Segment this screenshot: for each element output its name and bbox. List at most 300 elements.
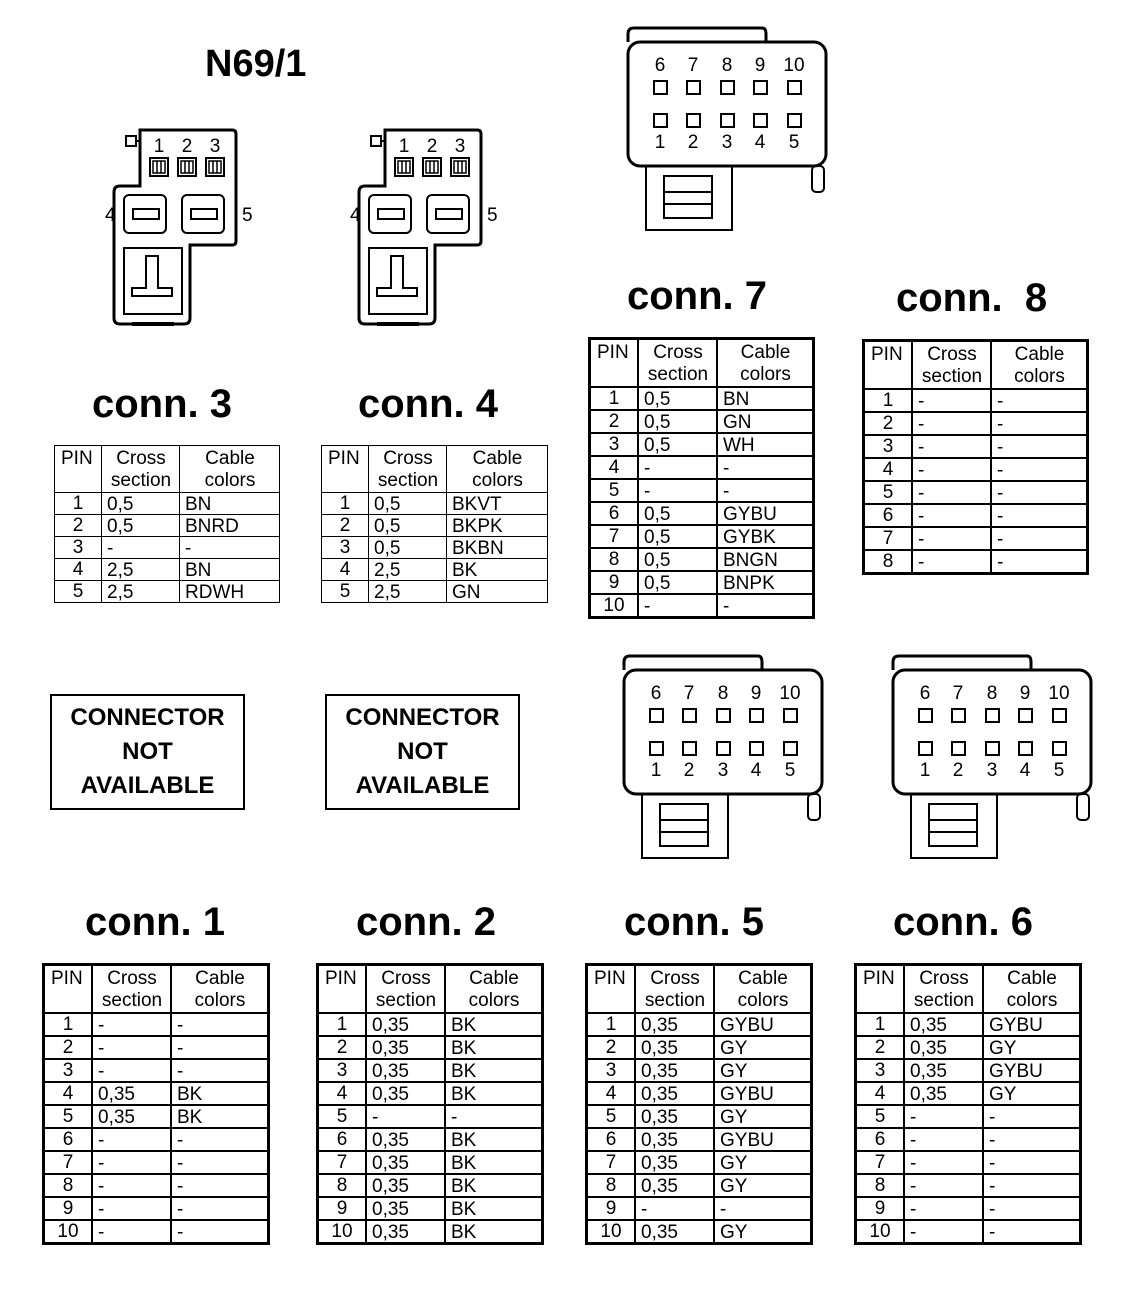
cable-color: - — [714, 1197, 812, 1220]
header-line: Cross — [116, 448, 166, 469]
pin-number: 3 — [318, 1059, 367, 1082]
pin-number: 4 — [318, 1082, 367, 1105]
pin-label-top: 9 — [754, 55, 766, 76]
cross-section: 0,35 — [366, 1059, 445, 1082]
cable-color: GYBU — [714, 1128, 812, 1151]
cross-section: - — [912, 435, 991, 458]
latch-tab — [371, 136, 381, 146]
cross-section-header — [92, 965, 171, 1014]
pin-label-top: 6 — [919, 683, 931, 704]
table-header-row — [856, 965, 1081, 1014]
table-header-row — [590, 339, 814, 388]
pin-terminal-top — [654, 81, 667, 94]
table-row — [590, 571, 814, 594]
latch-tab — [126, 136, 136, 146]
pin-number: 7 — [44, 1151, 93, 1174]
cross-section: 0,35 — [366, 1036, 445, 1059]
header-line: colors — [472, 470, 523, 491]
pin-number: 2 — [590, 410, 639, 433]
pin-label-top: 6 — [654, 55, 666, 76]
pin-number: 6 — [587, 1128, 636, 1151]
cross-section: - — [92, 1220, 171, 1244]
cable-color: - — [991, 389, 1088, 412]
cross-section: 0,35 — [635, 1174, 714, 1197]
pin-number: 9 — [318, 1197, 367, 1220]
pin-label-top: 7 — [952, 683, 964, 704]
connector-5pin-drawing-2 — [347, 128, 507, 333]
pin-number: 8 — [864, 550, 913, 574]
cable-color: - — [991, 458, 1088, 481]
header-line: Cross — [381, 968, 431, 989]
pin-label-top: 8 — [721, 55, 733, 76]
header-line: Cross — [653, 342, 703, 363]
cable-color: - — [171, 1174, 269, 1197]
pin-terminal-top — [754, 81, 767, 94]
table-row — [44, 1128, 269, 1151]
pin-header: PIN — [864, 341, 913, 390]
cable-color: BK — [445, 1082, 543, 1105]
cable-color: BK — [445, 1128, 543, 1151]
cable-color: GN — [717, 410, 814, 433]
pin-number: 2 — [587, 1036, 636, 1059]
pin-number: 9 — [587, 1197, 636, 1220]
cross-section: 0,35 — [904, 1082, 983, 1105]
pin-number: 5 — [856, 1105, 905, 1128]
pin-terminal-top — [721, 81, 734, 94]
pin-number: 6 — [590, 502, 639, 525]
table-row — [856, 1105, 1081, 1128]
cross-section: 0,35 — [635, 1105, 714, 1128]
cable-color: RDWH — [180, 581, 280, 603]
pin-terminal-inner — [153, 161, 165, 173]
pin-number: 1 — [590, 387, 639, 410]
cable-color: BK — [445, 1013, 543, 1036]
cross-section: 0,35 — [366, 1128, 445, 1151]
pin-number: 3 — [864, 435, 913, 458]
cross-section: - — [912, 527, 991, 550]
cable-color: BKPK — [447, 515, 548, 537]
pin-number: 10 — [590, 594, 639, 618]
pin-label-bottom: 4 — [1019, 760, 1031, 781]
cable-color: - — [991, 481, 1088, 504]
pin-terminal-top — [1019, 709, 1032, 722]
table-row — [590, 387, 814, 410]
table-row — [55, 493, 280, 515]
pin-number: 4 — [864, 458, 913, 481]
pin-number: 3 — [44, 1059, 93, 1082]
cable-colors-header — [445, 965, 543, 1014]
pin-number: 1 — [318, 1013, 367, 1036]
table-row — [864, 435, 1088, 458]
cable-color: BN — [180, 493, 280, 515]
cable-color: GY — [714, 1151, 812, 1174]
table-row — [587, 1151, 812, 1174]
connector-10pin-drawing-conn7 — [626, 26, 836, 236]
table-row — [587, 1036, 812, 1059]
table-row — [856, 1197, 1081, 1220]
connector-hood — [893, 656, 1031, 670]
cross-section: - — [638, 594, 717, 618]
pin-terminal-top — [750, 709, 763, 722]
header-line: colors — [194, 990, 246, 1011]
pin-number: 9 — [44, 1197, 93, 1220]
cable-color: - — [991, 504, 1088, 527]
table-row — [322, 493, 548, 515]
cross-section: - — [102, 537, 180, 559]
cross-section: 0,35 — [904, 1036, 983, 1059]
table-row — [55, 515, 280, 537]
cable-color: BN — [180, 559, 280, 581]
na-line-3: AVAILABLE — [355, 772, 490, 799]
cable-color: - — [983, 1197, 1081, 1220]
pin-label-top: 7 — [683, 683, 695, 704]
cross-section: - — [904, 1151, 983, 1174]
header-line: section — [913, 990, 975, 1011]
table-row — [856, 1036, 1081, 1059]
cable-color: GYBU — [983, 1013, 1081, 1036]
connector-not-available-box-1 — [50, 694, 245, 810]
table-row — [856, 1174, 1081, 1197]
table-row — [44, 1036, 269, 1059]
cable-color: BNGN — [717, 548, 814, 571]
pin-number: 6 — [864, 504, 913, 527]
lock-slot — [369, 248, 427, 314]
header-line: section — [921, 366, 983, 387]
pin-terminal-top — [687, 81, 700, 94]
cable-color: GY — [983, 1082, 1081, 1105]
header-line: section — [644, 990, 706, 1011]
cable-color: - — [983, 1105, 1081, 1128]
pin-terminal-bottom — [683, 742, 696, 755]
conn2-label: conn. 2 — [356, 900, 497, 944]
conn4-pin-table — [321, 445, 548, 603]
table-row — [590, 433, 814, 456]
pin-terminal-bottom — [952, 742, 965, 755]
pin-header: PIN — [590, 339, 639, 388]
pin-number: 7 — [864, 527, 913, 550]
pin-number: 4 — [322, 559, 369, 581]
pin-number: 9 — [856, 1197, 905, 1220]
pin-label-bottom: 1 — [919, 760, 931, 781]
table-row — [318, 1128, 543, 1151]
pin-terminal-bottom — [784, 742, 797, 755]
pin-terminal-top — [788, 81, 801, 94]
cross-section-header — [912, 341, 991, 390]
cross-section: 0,35 — [366, 1174, 445, 1197]
pin-terminal-bottom — [1019, 742, 1032, 755]
table-row — [590, 548, 814, 571]
pin-number: 5 — [44, 1105, 93, 1128]
na-line-2: NOT — [397, 738, 448, 765]
cable-color: - — [983, 1151, 1081, 1174]
cross-section: 0,35 — [635, 1082, 714, 1105]
table-row — [864, 527, 1088, 550]
pin-number: 7 — [318, 1151, 367, 1174]
pin-label-1: 1 — [153, 136, 165, 157]
pin-terminal-bottom — [650, 742, 663, 755]
cable-color: GY — [714, 1059, 812, 1082]
conn3-label: conn. 3 — [92, 382, 233, 426]
pin-number: 5 — [322, 581, 369, 603]
cable-color: BK — [445, 1220, 543, 1244]
cable-color: - — [180, 537, 280, 559]
cross-section: 2,5 — [102, 581, 180, 603]
header-line: Cable — [740, 342, 791, 363]
pin-label-bottom: 2 — [687, 132, 699, 153]
header-line: section — [375, 990, 437, 1011]
table-row — [864, 458, 1088, 481]
cross-section: - — [912, 412, 991, 435]
connector-hood — [628, 28, 766, 42]
cable-color: - — [991, 435, 1088, 458]
table-row — [44, 1151, 269, 1174]
table-row — [864, 481, 1088, 504]
table-row — [318, 1151, 543, 1174]
connector-5pin-drawing-1 — [102, 128, 262, 333]
page-title: N69/1 — [205, 43, 307, 85]
pin-terminal-top — [717, 709, 730, 722]
pin-label-bottom: 5 — [784, 760, 796, 781]
pin-number: 3 — [55, 537, 102, 559]
table-row — [856, 1082, 1081, 1105]
table-row — [856, 1128, 1081, 1151]
conn5-label: conn. 5 — [624, 900, 765, 944]
cross-section: 0,35 — [904, 1059, 983, 1082]
table-row — [590, 479, 814, 502]
blade-slot — [378, 209, 404, 219]
pin-label-3: 3 — [454, 136, 466, 157]
conn7-pin-table — [588, 337, 815, 619]
table-header-row — [55, 446, 280, 493]
header-line: colors — [1006, 990, 1058, 1011]
cable-color: - — [171, 1013, 269, 1036]
pin-number: 2 — [856, 1036, 905, 1059]
pin-terminal-top — [1053, 709, 1066, 722]
cross-section: 0,5 — [638, 548, 717, 571]
pin-header: PIN — [318, 965, 367, 1014]
pin-terminal-bottom — [750, 742, 763, 755]
pin-terminal-bottom — [721, 114, 734, 127]
table-row — [44, 1174, 269, 1197]
cross-section: - — [912, 458, 991, 481]
pin-number: 4 — [44, 1082, 93, 1105]
table-header-row — [322, 446, 548, 493]
pin-label-bottom: 4 — [750, 760, 762, 781]
cross-section: 0,5 — [369, 493, 447, 515]
cable-color: BK — [171, 1105, 269, 1128]
pin-number: 4 — [55, 559, 102, 581]
pin-number: 7 — [587, 1151, 636, 1174]
table-header-row — [44, 965, 269, 1014]
conn3-pin-table — [54, 445, 280, 603]
table-row — [44, 1059, 269, 1082]
pin-terminal-inner — [398, 161, 410, 173]
cable-color: - — [171, 1151, 269, 1174]
table-row — [44, 1220, 269, 1244]
cross-section: 0,5 — [102, 515, 180, 537]
pin-terminal-top — [683, 709, 696, 722]
pin-terminal-inner — [454, 161, 466, 173]
header-line: section — [647, 364, 709, 385]
pin-number: 1 — [587, 1013, 636, 1036]
pin-terminal-bottom — [986, 742, 999, 755]
cable-color: - — [171, 1220, 269, 1244]
cable-color: BNPK — [717, 571, 814, 594]
cross-section: 2,5 — [369, 581, 447, 603]
cross-section: - — [92, 1197, 171, 1220]
pin-number: 10 — [856, 1220, 905, 1244]
pin-label-3: 3 — [209, 136, 221, 157]
pin-label-bottom: 3 — [721, 132, 733, 153]
cross-section: - — [92, 1128, 171, 1151]
table-row — [322, 559, 548, 581]
cross-section: 0,35 — [635, 1059, 714, 1082]
pin-label-top: 10 — [1048, 683, 1070, 704]
cable-colors-header — [717, 339, 814, 388]
pin-number: 5 — [864, 481, 913, 504]
cable-color: WH — [717, 433, 814, 456]
table-row — [322, 581, 548, 603]
lock-slot — [664, 176, 712, 218]
table-row — [318, 1220, 543, 1244]
pin-number: 8 — [856, 1174, 905, 1197]
pin-terminal-bottom — [717, 742, 730, 755]
conn7-label: conn. 7 — [627, 274, 768, 318]
cross-section: 0,5 — [638, 525, 717, 548]
table-row — [322, 537, 548, 559]
conn1-pin-table — [42, 963, 270, 1245]
cross-section: 0,5 — [638, 502, 717, 525]
cross-section: - — [904, 1105, 983, 1128]
table-row — [318, 1059, 543, 1082]
pin-label-top: 8 — [717, 683, 729, 704]
table-row — [590, 410, 814, 433]
connector-10pin-drawing-conn5 — [622, 654, 832, 864]
header-line: Cross — [650, 968, 700, 989]
pin-label-top: 7 — [687, 55, 699, 76]
cross-section: 0,35 — [366, 1082, 445, 1105]
pin-terminal-top — [986, 709, 999, 722]
table-header-row — [318, 965, 543, 1014]
table-row — [44, 1082, 269, 1105]
cable-color: - — [717, 479, 814, 502]
table-row — [44, 1197, 269, 1220]
pin-header: PIN — [55, 446, 102, 493]
table-row — [318, 1036, 543, 1059]
pin-terminal-top — [919, 709, 932, 722]
header-line: colors — [468, 990, 520, 1011]
table-header-row — [864, 341, 1088, 390]
cable-color: - — [983, 1220, 1081, 1244]
pin-number: 7 — [856, 1151, 905, 1174]
pin-label-top: 10 — [783, 55, 805, 76]
cross-section: - — [904, 1220, 983, 1244]
cross-section: - — [638, 456, 717, 479]
cable-color: - — [171, 1059, 269, 1082]
cross-section-header — [366, 965, 445, 1014]
lock-slot — [929, 804, 977, 846]
header-line: Cable — [1007, 968, 1057, 989]
table-row — [590, 594, 814, 618]
table-row — [587, 1105, 812, 1128]
table-row — [587, 1128, 812, 1151]
pin-terminal-bottom — [654, 114, 667, 127]
cable-color: BNRD — [180, 515, 280, 537]
pin-number: 2 — [864, 412, 913, 435]
pin-number: 4 — [587, 1082, 636, 1105]
header-line: colors — [1014, 366, 1065, 387]
pin-terminal-bottom — [1053, 742, 1066, 755]
conn8-pin-table — [862, 339, 1089, 575]
cable-color: - — [991, 412, 1088, 435]
table-row — [587, 1197, 812, 1220]
pin-number: 1 — [44, 1013, 93, 1036]
table-row — [856, 1220, 1081, 1244]
pin-number: 3 — [587, 1059, 636, 1082]
pin-number: 5 — [55, 581, 102, 603]
header-line: Cross — [107, 968, 157, 989]
blade-slot — [436, 209, 462, 219]
pin-number: 1 — [856, 1013, 905, 1036]
pin-number: 2 — [318, 1036, 367, 1059]
cross-section: 0,35 — [635, 1220, 714, 1244]
cable-colors-header — [991, 341, 1088, 390]
cable-color: BKBN — [447, 537, 548, 559]
blade-slot — [133, 209, 159, 219]
table-row — [864, 550, 1088, 574]
pin-terminal-top — [952, 709, 965, 722]
cross-section: 0,35 — [366, 1197, 445, 1220]
table-row — [55, 581, 280, 603]
pin-number: 5 — [318, 1105, 367, 1128]
cross-section: - — [904, 1197, 983, 1220]
pin-number: 1 — [322, 493, 369, 515]
cable-colors-header — [171, 965, 269, 1014]
lock-key — [377, 256, 417, 296]
na-line-2: NOT — [122, 738, 173, 765]
pin-label-bottom: 1 — [654, 132, 666, 153]
table-row — [856, 1059, 1081, 1082]
table-row — [55, 537, 280, 559]
pin-header: PIN — [322, 446, 369, 493]
cable-color: - — [983, 1128, 1081, 1151]
pin-number: 7 — [590, 525, 639, 548]
cross-section: 0,35 — [635, 1036, 714, 1059]
pin-terminal-bottom — [754, 114, 767, 127]
cross-section: 0,5 — [638, 410, 717, 433]
cross-section-header — [635, 965, 714, 1014]
cross-section: 0,35 — [92, 1105, 171, 1128]
cross-section: 0,35 — [366, 1013, 445, 1036]
header-line: section — [110, 470, 172, 491]
pin-label-top: 9 — [1019, 683, 1031, 704]
pin-terminal-top — [784, 709, 797, 722]
cable-color: GYBK — [717, 525, 814, 548]
cross-section: 0,5 — [369, 515, 447, 537]
cross-section: 2,5 — [369, 559, 447, 581]
cable-color: - — [717, 594, 814, 618]
pin-label-top: 9 — [750, 683, 762, 704]
lock-key — [132, 256, 172, 296]
table-row — [44, 1013, 269, 1036]
pin-number: 9 — [590, 571, 639, 594]
pin-number: 8 — [318, 1174, 367, 1197]
pin-label-bottom: 4 — [754, 132, 766, 153]
cross-section: 0,35 — [635, 1013, 714, 1036]
table-row — [587, 1220, 812, 1244]
cable-color: BK — [445, 1059, 543, 1082]
table-row — [587, 1082, 812, 1105]
